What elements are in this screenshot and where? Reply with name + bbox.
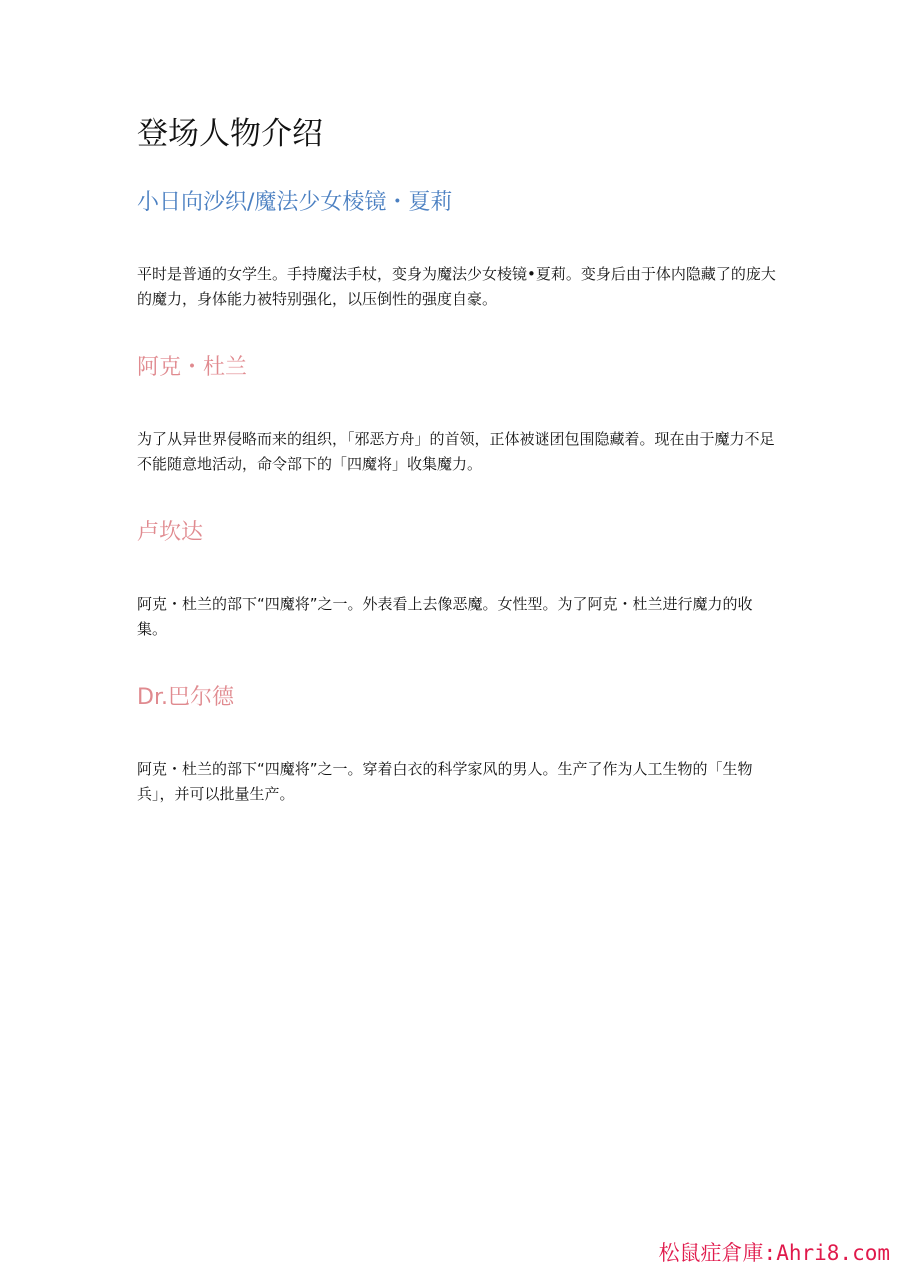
character-description: 阿克・杜兰的部下“四魔将”之一。外表看上去像恶魔。女性型。为了阿克・杜兰进行魔力的收集。 [137,595,753,638]
character-description: 为了从异世界侵略而来的组织，「邪恶方舟」的首领，正体被谜团包围隐藏着。现在由于魔力不足不能随意地活动，命令部下的「四魔将」收集魔力。 [137,430,775,473]
character-name: 小日向沙织/魔法少女棱镜・夏莉 [137,190,453,215]
character-section-ark-duran [137,352,777,477]
footer-watermark: 松鼠症倉庫:Ahri8.com [658,1241,890,1265]
character-section-lucanda [137,517,777,642]
character-name: Dr.巴尔德 [137,685,234,710]
character-section-saori [137,187,777,312]
character-name: 阿克・杜兰 [137,355,248,380]
character-description: 平时是普通的女学生。手持魔法手杖，变身为魔法少女棱镜•夏莉。变身后由于体内隐藏了的庞大的魔力，身体能力被特别强化，以压倒性的强度自豪。 [137,265,776,308]
page-title: 登场人物介绍 [137,116,323,152]
character-name: 卢坎达 [137,520,204,545]
character-section-dr-bald [137,682,777,807]
character-description: 阿克・杜兰的部下“四魔将”之一。穿着白衣的科学家风的男人。生产了作为人工生物的「生物兵」，并可以批量生产。 [137,760,753,803]
